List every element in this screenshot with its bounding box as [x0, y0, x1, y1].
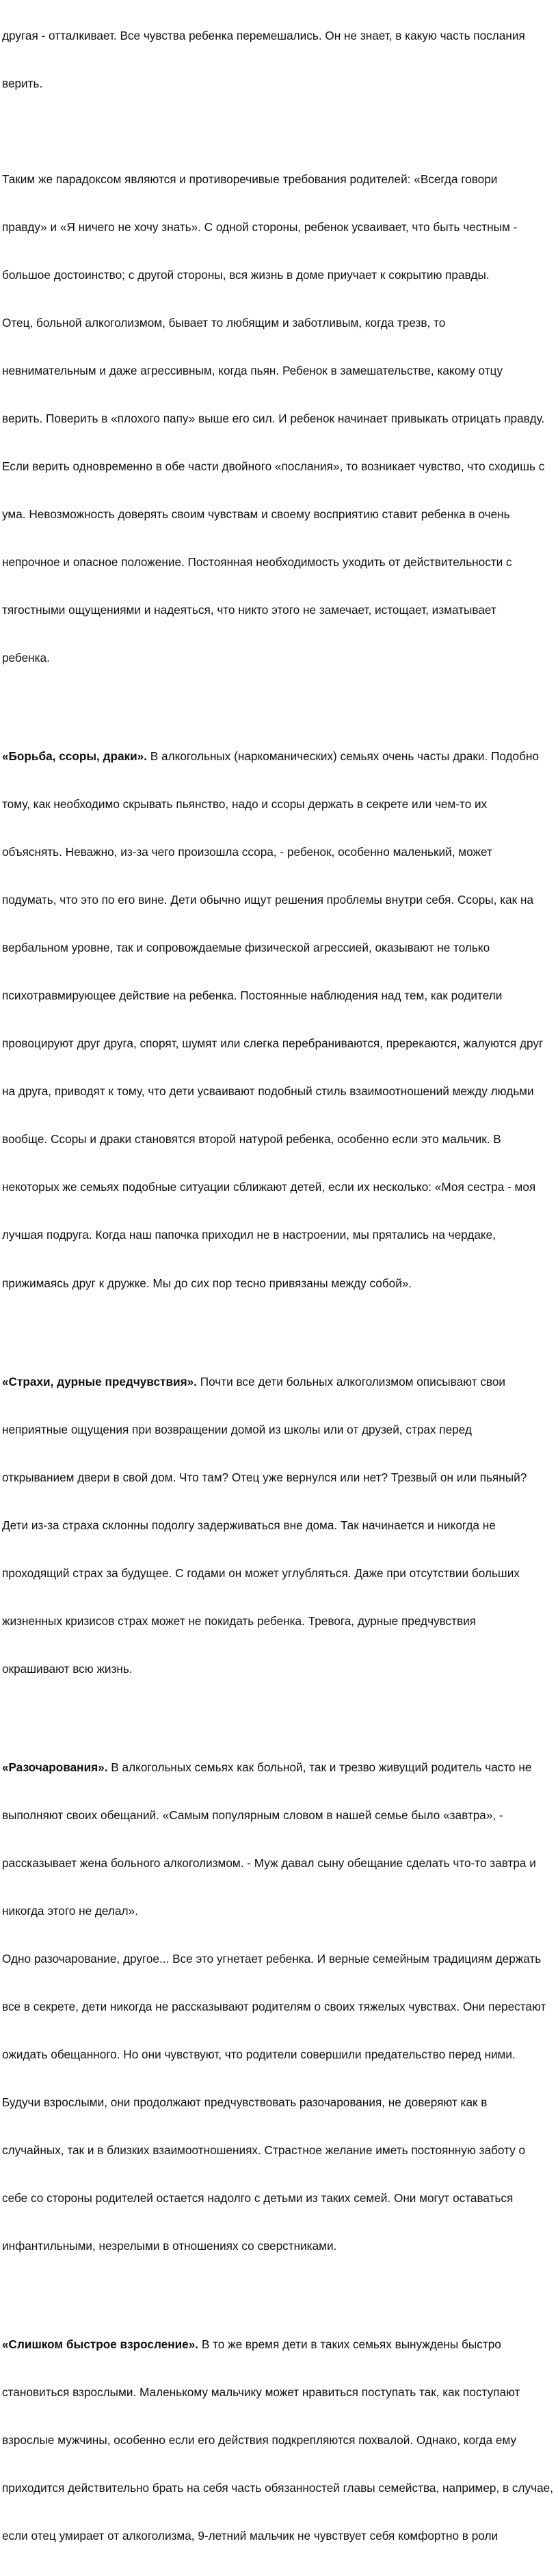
text-run: В алкогольных семьях как больной, так и трезво живущий родитель часто не — [108, 1760, 532, 1774]
text-line: взрослые мужчины, особенно если его действия подкрепляются похвалой. Однако, когда ему — [2, 2432, 558, 2448]
text-line: другая - отталкивает. Все чувства ребенка перемешались. Он не знает, в какую часть послания — [2, 28, 558, 44]
text-run: В то же время дети в таких семьях вынуждены быстро — [198, 2337, 501, 2351]
paragraph-first-line — [2, 1374, 558, 1390]
text-line: выполняют своих обещаний. «Самым популярным словом в нашей семье было «завтра», - — [2, 1808, 558, 1823]
text-line: некоторых же семьях подобные ситуации сближают детей, если их несколько: «Моя сестра - моя — [2, 1179, 558, 1195]
text-line: ребенка. — [2, 650, 558, 666]
paragraph-first-line — [2, 2337, 558, 2352]
text-run: Почти все дети больных алкоголизмом описывают свои — [197, 1375, 505, 1388]
paragraph-gap — [2, 1709, 558, 1725]
paragraph-gap — [2, 698, 558, 714]
paragraph-gap — [2, 1324, 558, 1339]
text-line: никогда этого не делал». — [2, 1903, 558, 1919]
text-line: ожидать обещанного. Но они чувствуют, что родители совершили предательство перед ними. — [2, 2047, 558, 2063]
section-heading-early-adulthood: «Слишком быстрое взросление». — [2, 2337, 198, 2351]
text-line: ума. Невозможность доверять своим чувствам и своему восприятию ставит ребенка в очень — [2, 507, 558, 522]
text-line: инфантильными, незрелыми в отношениях со сверстниками. — [2, 2238, 558, 2254]
text-line: тягостными ощущениями и надеяться, что никто этого не замечает, истощает, изматывает — [2, 602, 558, 618]
section-heading-fears: «Страхи, дурные предчувствия». — [2, 1375, 197, 1388]
text-line: подумать, что это по его вине. Дети обычно ищут решения проблемы внутри себя. Ссоры, как на — [2, 892, 558, 908]
text-line: Таким же парадоксом являются и противоречивые требования родителей: «Всегда говори — [2, 172, 558, 187]
paragraph-gap — [2, 124, 558, 139]
text-line: все в секрете, дети никогда не рассказывают родителям о своих тяжелых чувствах. Они перестают — [2, 1999, 558, 2015]
text-line: большое достоинство; с другой стороны, вся жизнь в доме приучает к сокрытию правды. — [2, 267, 558, 283]
text-line: объяснять. Неважно, из-за чего произошла ссора, - ребенок, особенно маленький, может — [2, 844, 558, 860]
text-line: вообще. Ссоры и драки становятся второй натурой ребенка, особенно если это мальчик. В — [2, 1131, 558, 1147]
text-line: неприятные ощущения при возвращении домой из школы или от друзей, страх перед — [2, 1422, 558, 1438]
paragraph-paradox — [2, 139, 558, 698]
text-line: верить. — [2, 76, 558, 92]
text-line: себе со стороны родителей остается надолго с детьми из таких семей. Они могут оставаться — [2, 2190, 558, 2206]
text-run: В алкогольных (наркоманических) семьях очень часты драки. Подобно — [147, 749, 539, 763]
text-line: правду» и «Я ничего не хочу знать». С одной стороны, ребенок усваивает, что быть честным - — [2, 219, 558, 235]
paragraph-fears — [2, 1342, 558, 1709]
paragraph-gap — [2, 2286, 558, 2302]
text-line: если отец умирает от алкоголизма, 9-летний мальчик не чувствует себя комфортно в роли — [2, 2528, 558, 2544]
text-line: проходящий страх за будущее. С годами он может углубляться. Даже при отсутствии больших — [2, 1566, 558, 1581]
section-heading-disappointments: «Разочарования». — [2, 1760, 108, 1774]
text-line: Если верить одновременно в обе части двойного «послания», то возникает чувство, что сходишь с — [2, 459, 558, 474]
text-line: непрочное и опасное положение. Постоянная необходимость уходить от действительности с — [2, 554, 558, 570]
text-line: тому, как необходимо скрывать пьянство, надо и ссоры держать в секрете или чем-то их — [2, 796, 558, 812]
text-line: жизненных кризисов страх может не покидать ребенка. Тревога, дурные предчувствия — [2, 1613, 558, 1629]
paragraph-early-adulthood — [2, 2305, 558, 2576]
text-line: Одно разочарование, другое... Все это угнетает ребенка. И верные семейным традициям держать — [2, 1951, 558, 1967]
text-line: невнимательным и даже агрессивным, когда пьян. Ребенок в замешательстве, какому отцу — [2, 363, 558, 379]
text-line: Отец, больной алкоголизмом, бывает то любящим и заботливым, когда трезв, то — [2, 315, 558, 331]
text-line: на друга, приводят к тому, что дети усваивают подобный стиль взаимоотношений между людьми — [2, 1084, 558, 1099]
text-line: приходится действительно брать на себя часть обязанностей главы семейства, например, в случае, — [2, 2480, 558, 2496]
text-line: открыванием двери в свой дом. Что там? Отец уже вернулся или нет? Трезвый он или пьяный? — [2, 1470, 558, 1486]
text-line: прижимаясь друг к дружке. Мы до сих пор тесно привязаны между собой». — [2, 1276, 558, 1291]
text-line: психотравмирующее действие на ребенка. Постоянные наблюдения над тем, как родители — [2, 988, 558, 1004]
paragraph-fights — [2, 716, 558, 1323]
document-page — [0, 0, 558, 874]
text-line: случайных, так и в близких взаимоотношениях. Страстное желание иметь постоянную заботу о — [2, 2143, 558, 2158]
text-line: Будучи взрослыми, они продолжают предчувствовать разочарования, не доверяют как в — [2, 2095, 558, 2110]
paragraph-first-line — [2, 749, 558, 764]
paragraph-first-line — [2, 1760, 558, 1775]
text-line: провоцируют друг друга, спорят, шумят или слегка перебраниваются, пререкаются, жалуются друг — [2, 1036, 558, 1051]
text-line: становиться взрослыми. Маленькому мальчику может нравиться поступать так, как поступают — [2, 2385, 558, 2400]
text-line: лучшая подруга. Когда наш папочка приходил не в настроении, мы прятались на чердаке, — [2, 1227, 558, 1243]
section-heading-fights: «Борьба, ссоры, драки». — [2, 749, 147, 763]
paragraph-intro — [2, 0, 558, 124]
text-line: вербальном уровне, так и сопровождаемые физической агрессией, оказывают не только — [2, 940, 558, 956]
paragraph-disappointments — [2, 1728, 558, 2286]
text-line: верить. Поверить в «плохого папу» выше его сил. И ребенок начинает привыкать отрицать правду. — [2, 411, 558, 427]
text-line: Дети из-за страха склонны подолгу задерживаться вне дома. Так начинается и никогда не — [2, 1518, 558, 1533]
text-line: окрашивают всю жизнь. — [2, 1661, 558, 1677]
text-line: рассказывает жена больного алкоголизмом. - Муж давал сыну обещание сделать что-то завтра и — [2, 1855, 558, 1871]
